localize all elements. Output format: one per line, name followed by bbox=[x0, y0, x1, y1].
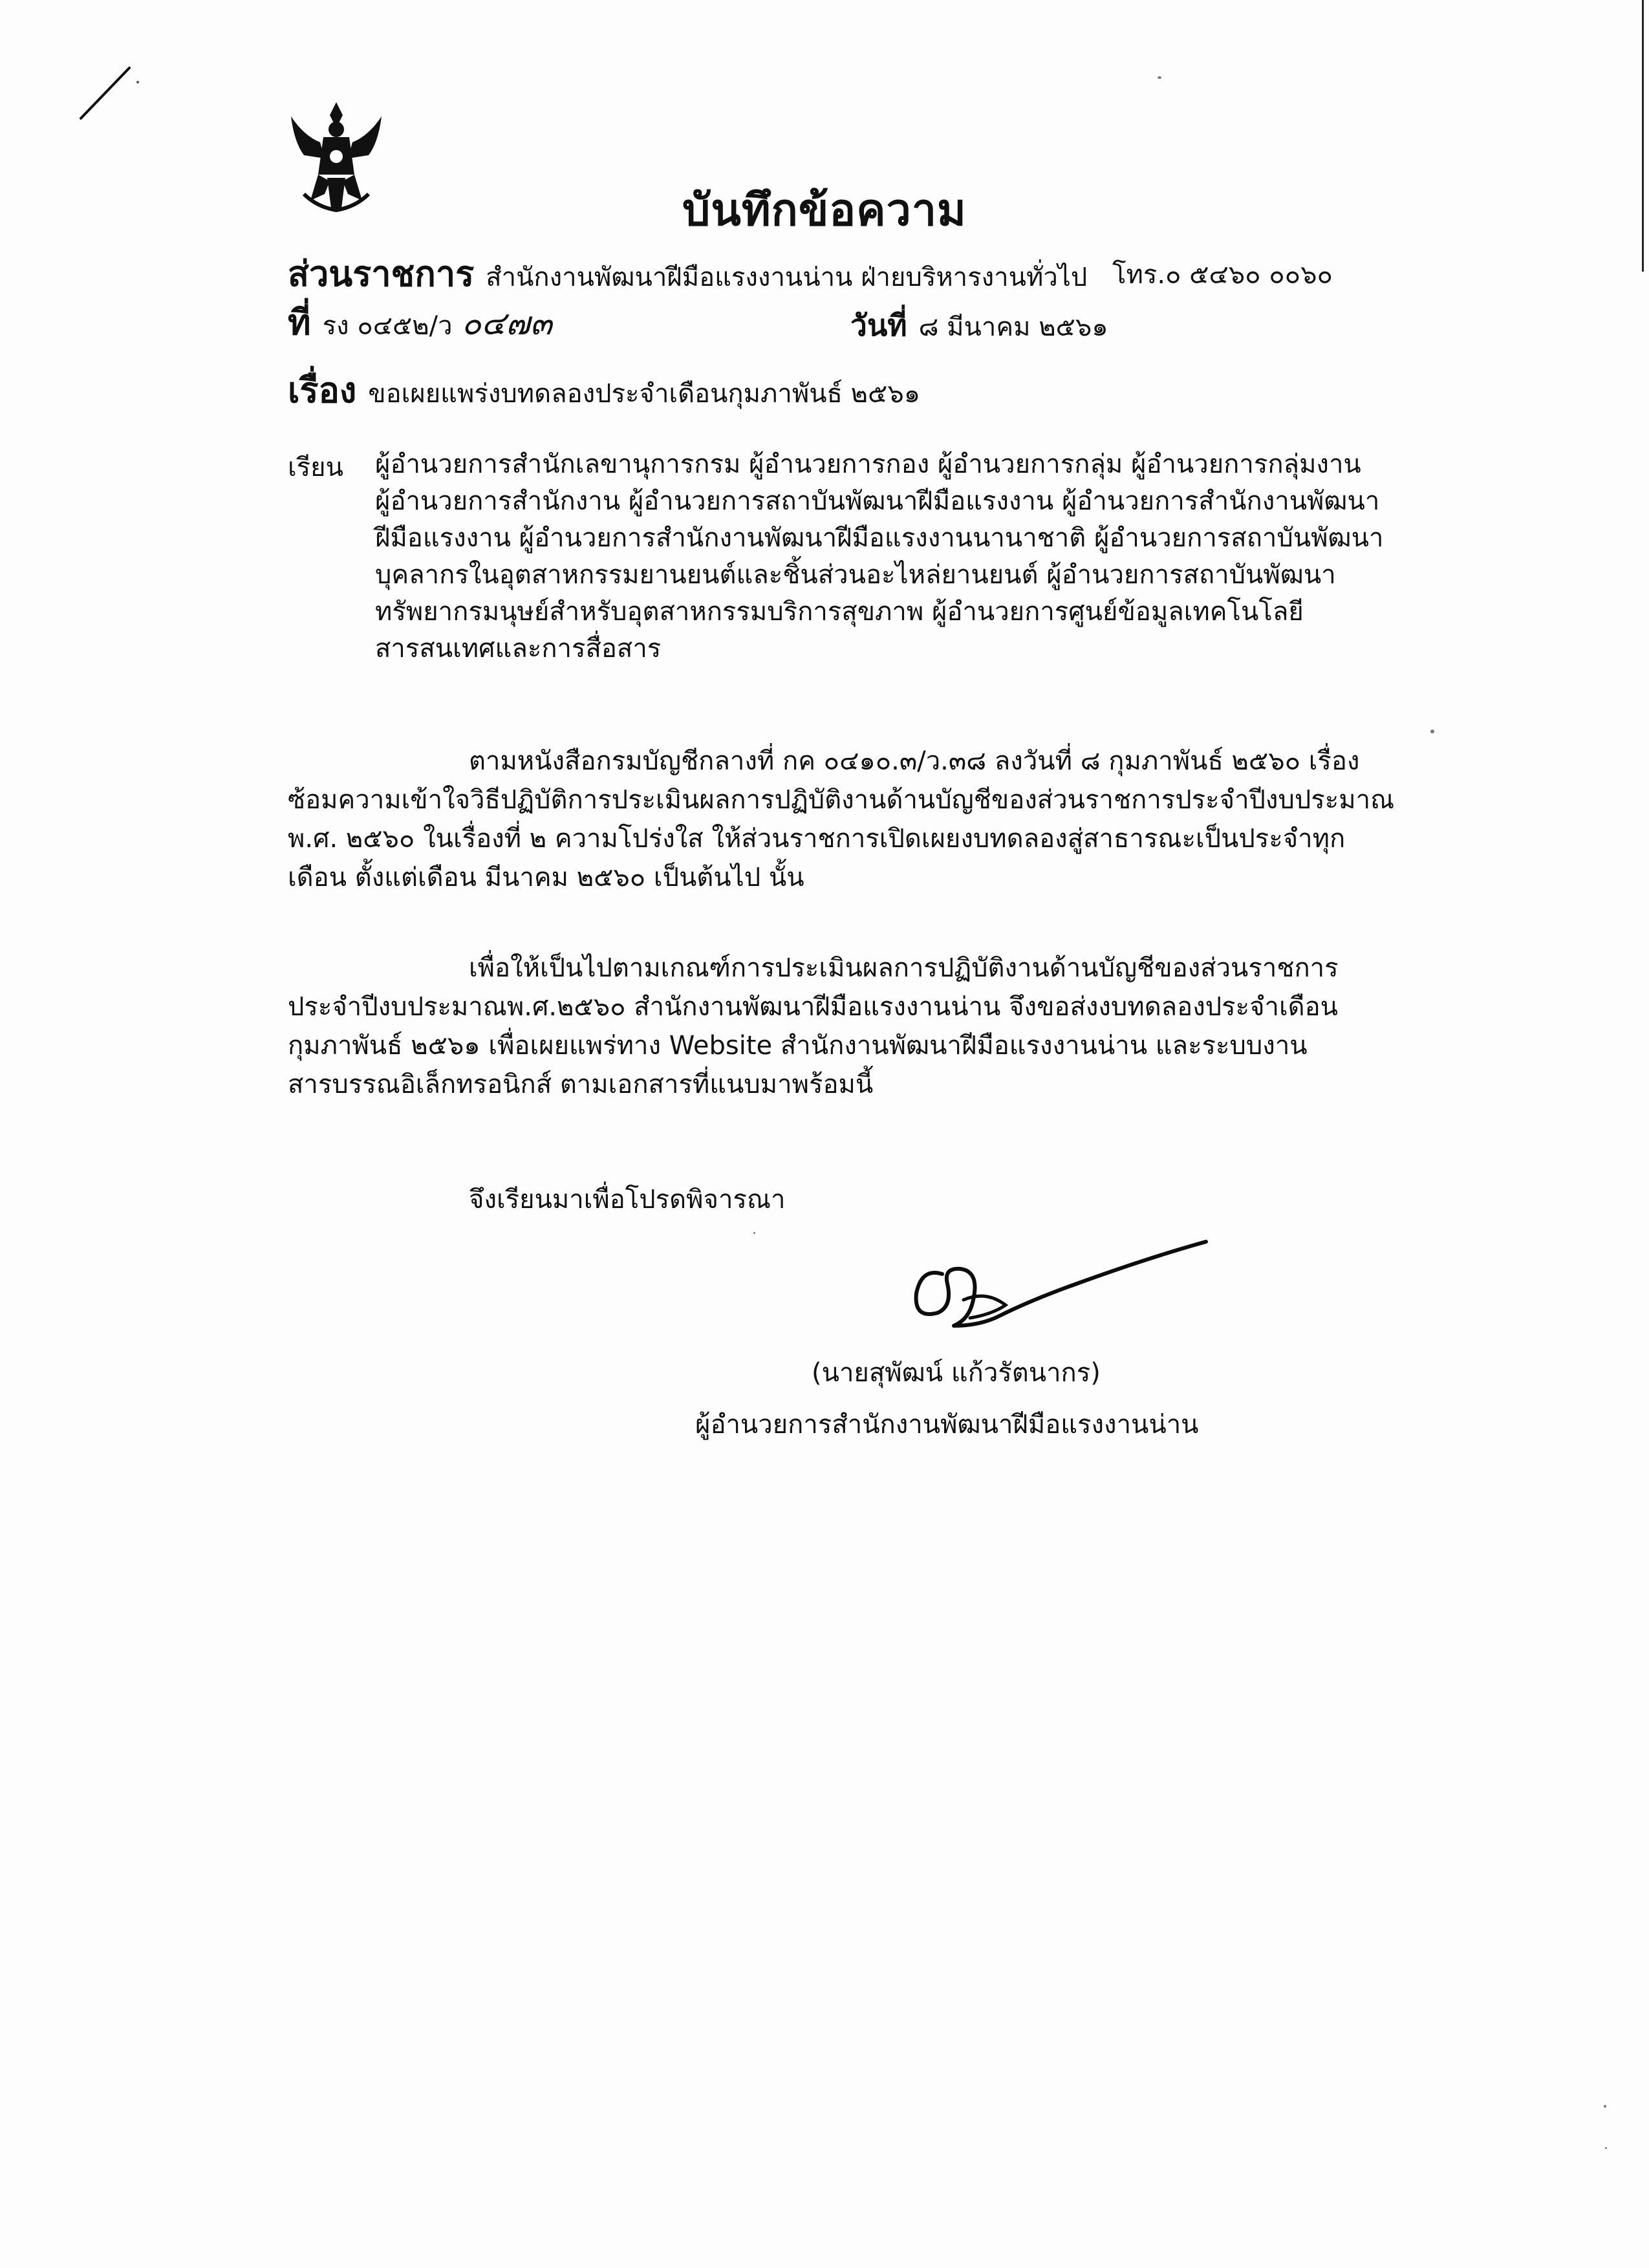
phone-number: โทร.๐ ๕๔๖๐ ๐๐๖๐ bbox=[1112, 260, 1333, 290]
date-row bbox=[850, 302, 1108, 349]
scan-speck bbox=[1158, 76, 1161, 79]
agency-text: สำนักงานพัฒนาฝีมือแรงงานน่าน ฝ่ายบริหารงานทั่วไป bbox=[486, 263, 1088, 292]
reference-handwritten-number: ๐๔๗๓ bbox=[461, 305, 552, 342]
signer-name: (นายสุพัฒน์ แก้วรัตนากร) bbox=[812, 1358, 1101, 1388]
reference-row bbox=[288, 294, 552, 350]
scan-speck bbox=[1605, 2147, 1607, 2149]
agency-row bbox=[288, 246, 1087, 301]
memo-title: บันทึกข้อความ bbox=[682, 185, 967, 236]
salutation-label: เรียน bbox=[288, 453, 343, 482]
agency-label: ส่วนราชการ bbox=[288, 254, 475, 294]
subject-label: เรื่อง bbox=[288, 370, 357, 411]
pen-stroke-mark bbox=[71, 61, 142, 126]
subject-row bbox=[288, 362, 920, 418]
salutation-text: ผู้อำนวยการสำนักเลขานุการกรม ผู้อำนวยการกอง ผู้อำนวยการกลุ่ม ผู้อำนวยการกลุ่มงาน ผู้อำนวยการสำนักงาน ผู้อำนวยการสถาบันพัฒนาฝีมือแรงงาน ผู้อำนวยการสำนักงานพัฒนาฝีมือแรงงาน ผู้อำนวยการสำนักงานพัฒนาฝีมือแรงงานนานาชาติ ผู้อำนวยการสถาบันพัฒนาบุคลากรในอุตสาหกรรมยานยนต์และชิ้นส่วนอะไหล่ยานยนต์ ผู้อำนวยการสถาบันพัฒนาทรัพยากรมนุษย์สำหรับอุตสาหกรรมบริการสุขภาพ ผู้อำนวยการศูนย์ข้อมูลเทคโนโลยีสารสนเทศและการสื่อสาร bbox=[375, 449, 1384, 664]
handwritten-signature bbox=[902, 1229, 1212, 1358]
scan-speck bbox=[753, 1232, 755, 1234]
subject-text: ขอเผยแพร่งบทดลองประจำเดือนกุมภาพันธ์ ๒๕๖๑ bbox=[368, 379, 921, 409]
body-paragraph-2: เพื่อให้เป็นไปตามเกณฑ์การประเมินผลการปฏิบัติงานด้านบัญชีของส่วนราชการประจำปีงบประมาณพ.ศ.๒๕๖๐ สำนักงานพัฒนาฝีมือแรงงานน่าน จึงขอส่งงบทดลองประจำเดือนกุมภาพันธ์ ๒๕๖๑ เพื่อเผยแพร่ทาง Website สำนักงานพัฒนาฝีมือแรงงานน่าน และระบบงานสารบรรณอิเล็กทรอนิกส์ ตามเอกสารที่แนบมาพร้อมนี้ bbox=[288, 953, 1339, 1099]
date-label: วันที่ bbox=[850, 308, 907, 343]
reference-text: รง ๐๔๕๒/ว bbox=[322, 311, 453, 341]
signer-position: ผู้อำนวยการสำนักงานพัฒนาฝีมือแรงงานน่าน bbox=[695, 1410, 1199, 1440]
date-text: ๘ มีนาคม ๒๕๖๑ bbox=[918, 312, 1108, 342]
scan-speck bbox=[1604, 2105, 1606, 2108]
body-paragraph-1: ตามหนังสือกรมบัญชีกลางที่ กค ๐๔๑๐.๓/ว.๓๘ ลงวันที่ ๘ กุมภาพันธ์ ๒๕๖๐ เรื่องซ้อมความเข้าใจวิธีปฏิบัติการประเมินผลการปฏิบัติงานด้านบัญชีของส่วนราชการประจำปีงบประมาณ พ.ศ. ๒๕๖๐ ในเรื่องที่ ๒ ความโปร่งใส ให้ส่วนราชการเปิดเผยงบทดลองสู่สาธารณะเป็นประจำทุกเดือน ตั้งแต่เดือน มีนาคม ๒๕๖๐ เป็นต้นไป นั้น bbox=[288, 746, 1395, 892]
reference-label: ที่ bbox=[288, 302, 311, 343]
closing-line: จึงเรียนมาเพื่อโปรดพิจารณา bbox=[469, 1185, 786, 1215]
scan-speck bbox=[1430, 729, 1434, 733]
